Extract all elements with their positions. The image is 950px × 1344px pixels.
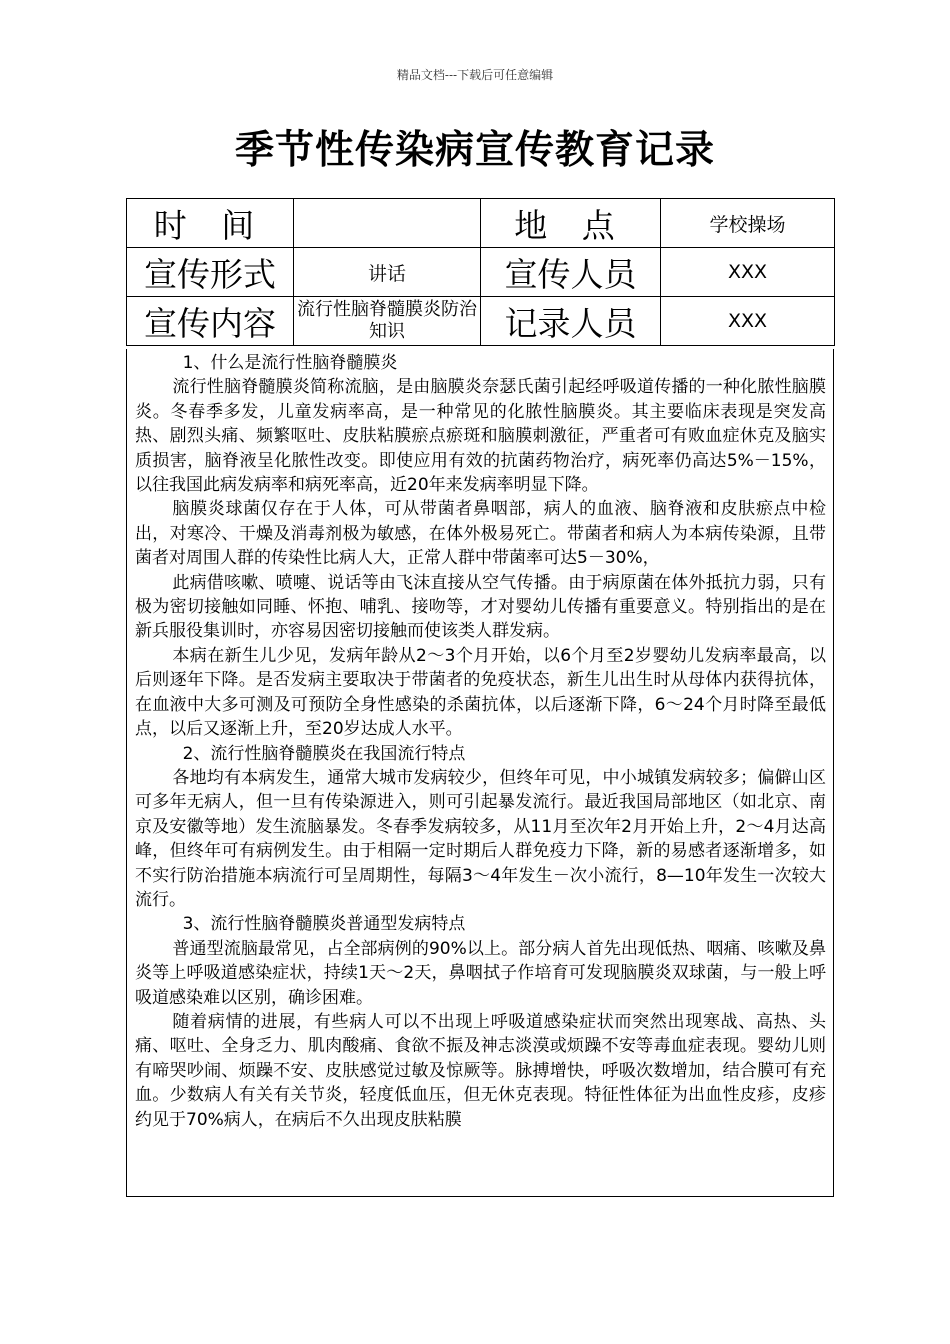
- speaker-value: XXX: [661, 248, 835, 297]
- content-value: 流行性脑脊髓膜炎防治知识: [294, 297, 481, 346]
- place-label: 地 点: [481, 199, 661, 248]
- content-body: [126, 349, 834, 1197]
- info-row-form: [127, 248, 835, 297]
- content-label: 宣传内容: [127, 297, 294, 346]
- section-heading-2: 2、流行性脑脊髓膜炎在我国流行特点: [182, 743, 466, 764]
- paragraph: 随着病情的进展，有些病人可以不出现上呼吸道感染症状而突然出现寒战、高热、头痛、呕吐、全身乏力、肌肉酸痛、食欲不振及神志淡漠或烦躁不安等毒血症表现。婴幼儿则有啼哭吵闹、烦躁不安、皮肤感觉过敏及惊厥等。脉搏增快，呼吸次数增加，结合膜可有充血。少数病人有关有关节炎，轻度低血压，但无休克表现。特征性体征为出血性皮疹，皮疹约见于70%病人，在病后不久出现皮肤粘膜: [135, 1011, 826, 1130]
- paragraph: 脑膜炎球菌仅存在于人体，可从带菌者鼻咽部，病人的血液、脑脊液和皮肤瘀点中检出，对寒冷、干燥及消毒剂极为敏感，在体外极易死亡。带菌者和病人为本病传染源，且带菌者对周围人群的传染性比病人大，正常人群中带菌率可达5－30%，: [135, 499, 826, 569]
- paragraph: 普通型流脑最常见，占全部病例的90%以上。部分病人首先出现低热、咽痛、咳嗽及鼻炎等上呼吸道感染症状，持续1天～2天，鼻咽拭子作培育可发现脑膜炎双球菌，与一般上呼吸道感染难以区别，确诊困难。: [135, 938, 826, 1008]
- place-value: 学校操场: [661, 199, 835, 248]
- info-row-content: [127, 297, 835, 346]
- recorder-label: 记录人员: [481, 297, 661, 346]
- form-value: 讲话: [294, 248, 481, 297]
- time-label: 时 间: [127, 199, 294, 248]
- info-row-time: [127, 199, 835, 248]
- section-heading-1: 1、什么是流行性脑脊髓膜炎: [182, 353, 398, 373]
- time-value: [294, 199, 481, 248]
- recorder-value: XXX: [661, 297, 835, 346]
- section-heading-3: 3、流行性脑脊髓膜炎普通型发病特点: [182, 914, 466, 935]
- speaker-label: 宣传人员: [481, 248, 661, 297]
- paragraph: 本病在新生儿少见，发病年龄从2～3个月开始，以6个月至2岁婴幼儿发病率最高，以后则逐年下降。是否发病主要取决于带菌者的免疫状态，新生儿出生时从母体内获得抗体，在血液中大多可测及可预防全身性感染的杀菌抗体，以后逐渐下降，6～24个月时降至最低点，以后又逐渐上升，至20岁达成人水平。: [135, 645, 826, 740]
- paragraph: 流行性脑脊髓膜炎简称流脑，是由脑膜炎奈瑟氏菌引起经呼吸道传播的一种化脓性脑膜炎。冬春季多发，儿童发病率高，是一种常见的化脓性脑膜炎。其主要临床表现是突发高热、剧烈头痛、频繁呕吐、皮肤粘膜瘀点瘀斑和脑膜刺激征，严重者可有败血症休克及脑实质损害，脑脊液呈化脓性改变。即使应用有效的抗菌药物治疗，病死率仍高达5%－15%，以往我国此病发病率和病死率高，近20年来发病率明显下降。: [135, 377, 826, 496]
- info-table: [126, 198, 835, 346]
- watermark-text: 精品文档---下载后可任意编辑: [396, 68, 554, 82]
- document-title: 季节性传染病宣传教育记录: [234, 128, 715, 173]
- paragraph: 各地均有本病发生，通常大城市发病较少，但终年可见，中小城镇发病较多；偏僻山区可多年无病人，但一旦有传染源进入，则可引起暴发流行。最近我国局部地区（如北京、南京及安徽等地）发生流脑暴发。冬春季发病较多，从11月至次年2月开始上升，2～4月达高峰，但终年可有病例发生。由于相隔一定时期后人群免疫力下降，新的易感者逐渐增多，如不实行防治措施本病流行可呈周期性，每隔3～4年发生－次小流行，8—10年发生一次较大流行。: [135, 767, 826, 910]
- form-label: 宣传形式: [127, 248, 294, 297]
- paragraph: 此病借咳嗽、喷嚏、说话等由飞沫直接从空气传播。由于病原菌在体外抵抗力弱，只有极为密切接触如同睡、怀抱、哺乳、接吻等，才对婴幼儿传播有重要意义。特别指出的是在新兵服役集训时，亦容易因密切接触而使该类人群发病。: [135, 572, 826, 642]
